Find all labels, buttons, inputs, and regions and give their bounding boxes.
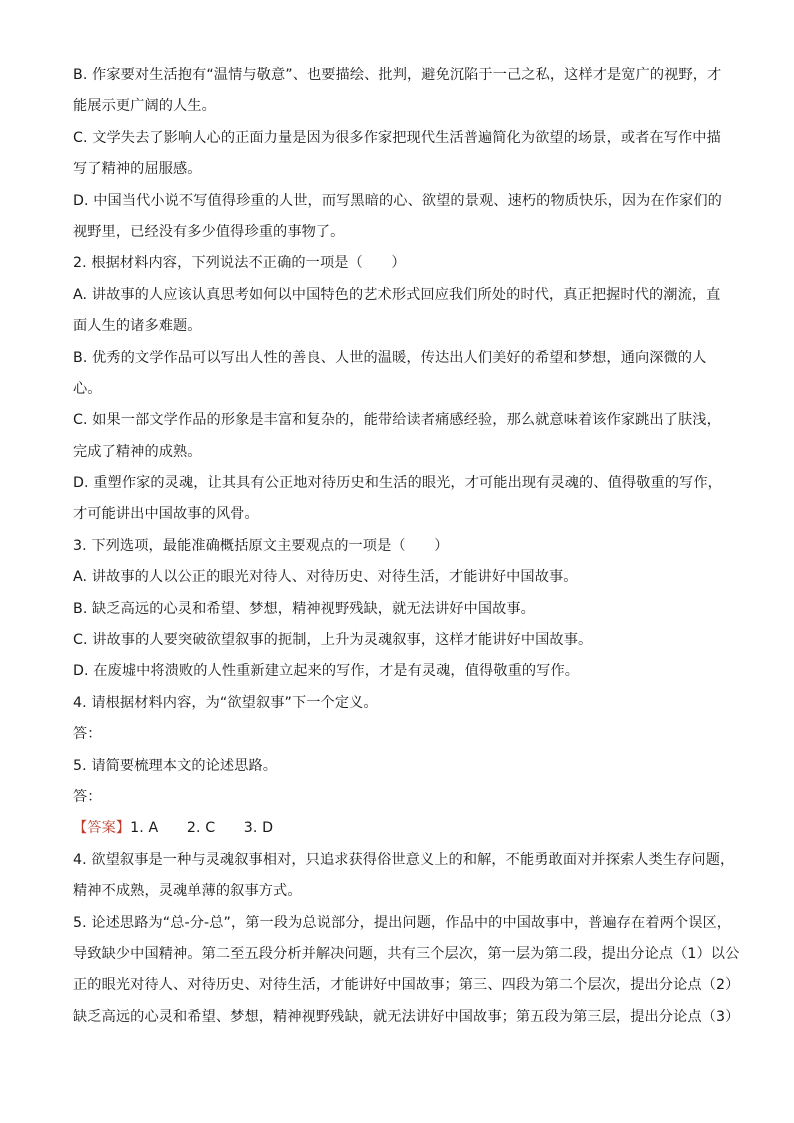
document-page — [73, 60, 740, 1033]
text-line: 心。 — [73, 380, 102, 397]
text-line: 完成了精神的成熟。 — [73, 443, 202, 460]
answer-line: 5. 论述思路为“总-分-总”，第一段为总说部分，提出问题，作品中的中国故事中，普遍存在着两个误区， — [73, 914, 732, 931]
question-4-stem: 4. 请根据材料内容，为“欲望叙事”下一个定义。 — [73, 694, 378, 711]
text-line: B. 缺乏高远的心灵和希望、梦想，精神视野残缺，就无法讲好中国故事。 — [73, 600, 535, 617]
text-line: D. 中国当代小说不写值得珍重的人世，而写黑暗的心、欲望的景观、速朽的物质快乐，因为在作家们的 — [73, 192, 722, 209]
answer-line: 4. 欲望叙事是一种与灵魂叙事相对，只追求获得俗世意义上的和解，不能勇敢面对并探索人类生存问题， — [73, 851, 735, 868]
question-5-stem: 5. 请简要梳理本文的论述思路。 — [73, 757, 278, 774]
text-line: 视野里，已经没有多少值得珍重的事物了。 — [73, 223, 345, 240]
text-line: D. 在废墟中将溃败的人性重新建立起来的写作，才是有灵魂，值得敬重的写作。 — [73, 663, 580, 680]
answer-line: 导致缺少中国精神。第二至五段分析并解决问题，共有三个层次，第一层为第二段，提出分论点（1）以公 — [73, 945, 740, 962]
text-line: 写了精神的屈服感。 — [73, 161, 202, 178]
text-line: C. 讲故事的人要突破欲望叙事的扼制，上升为灵魂叙事，这样才能讲好中国故事。 — [73, 632, 593, 649]
answer-choices: 1. A 2. C 3. D — [130, 820, 274, 837]
text-line: A. 讲故事的人应该认真思考如何以中国特色的艺术形式回应我们所处的时代，真正把握时代的潮流，直 — [73, 286, 721, 303]
text-line: 才可能讲出中国故事的风骨。 — [73, 506, 259, 523]
answer-line: 正的眼光对待人、对待历史、对待生活，才能讲好中国故事；第三、四段为第二个层次，提出分论点（2） — [73, 977, 740, 994]
text-line: B. 作家要对生活抱有“温情与敬意”、也要描绘、批判，避免沉陷于一己之私，这样才是宽广的视野，才 — [73, 67, 722, 83]
text-line: C. 文学失去了影响人心的正面力量是因为很多作家把现代生活普遍简化为欲望的场景，或者在写作中描 — [73, 129, 721, 146]
answer-blank: 答： — [73, 788, 102, 805]
answer-key-line — [73, 813, 723, 844]
answer-line: 缺乏高远的心灵和希望、梦想，精神视野残缺，就无法讲好中国故事；第五段为第三层，提出分论点（3） — [73, 1008, 740, 1025]
question-2-stem: 2. 根据材料内容，下列说法不正确的一项是（ ） — [73, 255, 406, 272]
answer-tag: 【答案】 — [73, 820, 131, 837]
text-line: B. 优秀的文学作品可以写出人性的善良、人世的温暖，传达出人们美好的希望和梦想，通向深微的人 — [73, 349, 707, 366]
text-line: 面人生的诸多难题。 — [73, 318, 202, 335]
answer-blank: 答： — [73, 726, 102, 743]
text-line: C. 如果一部文学作品的形象是丰富和复杂的，能带给读者痛感经验，那么就意味着该作家跳出了肤浅， — [73, 412, 721, 429]
text-line: 能展示更广阔的人生。 — [73, 98, 216, 115]
text-line: A. 讲故事的人以公正的眼光对待人、对待历史、对待生活，才能讲好中国故事。 — [73, 569, 578, 586]
answer-line: 精神不成熟，灵魂单薄的叙事方式。 — [73, 883, 302, 900]
text-line: D. 重塑作家的灵魂，让其具有公正地对待历史和生活的眼光，才可能出现有灵魂的、值得敬重的写作， — [73, 475, 722, 492]
question-3-stem: 3. 下列选项，最能准确概括原文主要观点的一项是（ ） — [73, 537, 449, 554]
